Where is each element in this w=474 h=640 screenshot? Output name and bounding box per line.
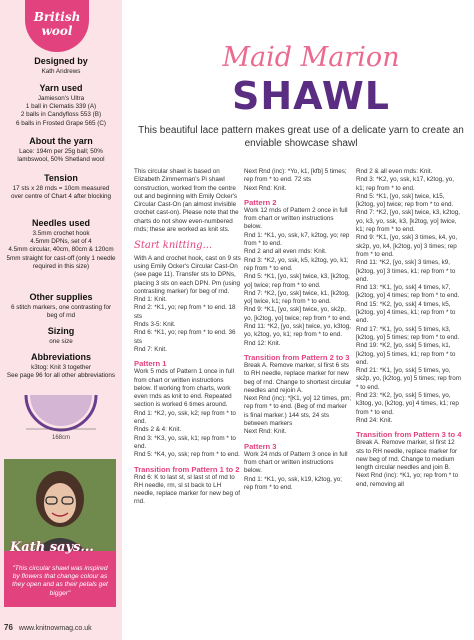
- designed-by-heading: Designed by: [34, 56, 88, 66]
- round-line: Rnd 1: Knit.: [134, 296, 167, 304]
- round-line: Rnd 11: *K2, [yo, ssk] 3 times, k9, [k2tog, yo] 3 times, k1; rep from * to end.: [356, 259, 456, 283]
- yarn-heading: Yarn used: [39, 83, 83, 93]
- tension-text: 17 sts x 28 rnds = 10cm measured over centre of Chart 4 after blocking: [10, 185, 112, 201]
- paragraph: Break A. Remove marker, sl first 12 sts to RH needle, replace marker for new beg of rnd. Change to medium length circular needles and join B.: [356, 439, 458, 472]
- yarn-about-heading: About the yarn: [29, 136, 93, 146]
- round-line: Rnd 21: *K1, [yo, ssk] 5 times, yo, sk2p, yo, [k2tog, yo] 5 times; rep from * to end.: [356, 367, 461, 391]
- round-line: Next Rnd (inc): *[K1, yo] 12 times, pm; rep from * to end. (Beg of rnd marker is final marker.) 144 sts, 24 sts between markers: [244, 395, 352, 428]
- round-line: Rnd 1: *K2, yo, ssk, k2; rep from * to end.: [134, 409, 236, 426]
- yarn-line: 2 balls in Candyfloss 553 (B): [20, 111, 102, 119]
- round-line: Rnd 15: *K2, [yo, ssk] 4 times, k5, [k2tog, yo] 4 times, k1; rep from * to end.: [356, 300, 456, 325]
- paragraph: Work 12 rnds of Pattern 2 once in full from chart or written instructions below.: [244, 206, 348, 231]
- round-line: Rnd 3: *K2, yo, ssk, k5, k2tog, yo, k1; rep from * to end.: [244, 256, 349, 272]
- yarn-about-section: [6, 136, 116, 164]
- round-line: Rnds 2 & 4: Knit.: [134, 426, 182, 434]
- supplies-heading: Other supplies: [29, 292, 93, 302]
- section-heading: Transition from Pattern 2 to 3: [244, 352, 350, 362]
- section-heading: Transition from Pattern 1 to 2: [134, 464, 240, 474]
- page-number: 76: [4, 623, 13, 632]
- round-line: Rnd 23: *K2, [yo, ssk] 5 times, yo, k3tog, yo, [k2tog, yo] 4 times, k1; rep from * to end.: [356, 392, 459, 416]
- needle-line: 4.5mm DPNs, set of 4: [30, 238, 92, 246]
- quote-text: "This circular shawl was inspired by flowers that change colour as they open and as their petals get bigger": [12, 565, 108, 597]
- designer-photo: [4, 459, 116, 551]
- section-heading: Pattern 3: [244, 441, 277, 451]
- supplies-section: [6, 292, 116, 320]
- round-line: Rnds 3-5: Knit.: [134, 321, 176, 329]
- paragraph: With A and crochet hook, cast on 9 sts using Emily Ocker's Circular Cast-On (see page 11). Transfer sts to DPNs, placing 3 sts on each DPN. Pm (using contrasting marker) for beg of rnd.: [134, 254, 241, 295]
- round-line: Rnd 5: *K1, [yo, ssk] twice, k3, [k2tog, yo] twice; rep from * to end.: [244, 273, 350, 289]
- round-line: Rnd 17: *K1, [yo, ssk] 5 times, k3, [k2tog, yo] 5 times; rep from * to end.: [356, 325, 460, 341]
- yarn-line: Jamieson's Ultra: [37, 95, 85, 102]
- section-heading: Pattern 1: [134, 359, 167, 369]
- section-heading: Pattern 2: [244, 197, 277, 207]
- paragraph: This circular shawl is based on Elizabeth Zimmerman's Pi shawl construction, worked from the centre out and beginning with Emily Ocker's Circular Cast-On (an almost invisible crochet cast-on). Please note that the charts do not show even-numbered rnds; these are worked as knit sts.: [134, 168, 239, 234]
- round-line: Next Rnd: Knit.: [244, 184, 287, 192]
- abbreviation-line: See page 96 for all other abbreviations: [6, 372, 116, 380]
- needle-line: 4.5mm circular, 40cm, 80cm & 120cm: [8, 246, 114, 254]
- start-knitting-heading: Start knitting...: [134, 240, 213, 252]
- round-line: Rnd 24: Knit.: [356, 416, 393, 424]
- yarn-line: 1 ball in Clematis 339 (A): [25, 103, 97, 111]
- round-line: Rnd 9: *K1, [yo, ssk] twice, yo, sk2p, yo, [k2tog, yo] twice; rep from * to end.: [244, 306, 352, 322]
- round-line: Rnd 11: *K2, [yo, ssk] twice, yo, k3tog, yo, k2tog, yo, k1; rep from * to end.: [244, 323, 351, 339]
- column-2: [244, 168, 352, 492]
- shawl-size-label: 168cm: [51, 435, 71, 441]
- round-line: Next Rnd (inc): *K1, yo; rep from * to end, removing all: [356, 472, 459, 488]
- title-main: SHAWL: [231, 74, 390, 118]
- british-wool-badge: British wool: [25, 0, 89, 52]
- round-line: Rnd 3: *K3, yo, ssk, k1; rep from * to end.: [134, 434, 236, 450]
- round-line: Rnd 1: *K1, yo, ssk, k19, k2tog, yo; rep from * to end.: [244, 475, 343, 491]
- tension-heading: Tension: [44, 173, 78, 183]
- column-3: [356, 168, 464, 489]
- designer-name: Kath Andrews: [41, 68, 81, 75]
- round-line: Rnd 2: *K1, yo; rep from * to end. 18 sts: [134, 304, 236, 320]
- tension-section: [6, 173, 116, 201]
- paragraph: Work 5 rnds of Pattern 1 once in full from chart or written instructions below. If working from charts, work even rnds as knit to end. Repeated section is worked 6 times around.: [134, 368, 234, 409]
- round-line: Next Rnd: Knit.: [244, 428, 287, 436]
- intro-text: This beautiful lace pattern makes great use of a delicate yarn to create an enviable showcase shawl: [138, 125, 464, 149]
- round-line: Next Rnd (inc): *Yo, k1, [kfb] 5 times; rep from * to end. 72 sts: [244, 168, 347, 184]
- round-line: Rnd 12: Knit.: [244, 339, 281, 347]
- shawl-diagram: [6, 385, 116, 455]
- designed-by-section: [6, 56, 116, 76]
- yarn-line: 6 balls in Frosted Grape 565 (C): [16, 119, 106, 127]
- needles-heading: Needles used: [31, 218, 91, 228]
- title-script: Maid Marion: [222, 42, 400, 73]
- needle-line: 3.5mm crochet hook: [32, 230, 90, 237]
- section-heading: Transition from Pattern 3 to 4: [356, 430, 462, 440]
- round-line: Rnd 7: *K2, [yo, ssk] twice, k1, [k2tog, yo] twice, k1; rep from * to end.: [244, 289, 350, 306]
- quote-box: [4, 551, 116, 607]
- round-line: Rnd 9: *K1, [yo, ssk] 3 times, k4, yo, sk2p, yo, k4, [k2tog, yo] 3 times; rep from * to end.: [356, 234, 458, 258]
- yarn-section: [6, 83, 116, 128]
- round-line: Rnd 3: *K2, yo, ssk, k17, k2tog, yo, k1; rep from * to end.: [356, 176, 455, 192]
- paragraph: Break A. Remove marker, sl first 6 sts to RH needle, replace marker for new beg of rnd. Change to shortest circular needles and rejoin A.: [244, 361, 352, 394]
- round-line: Rnd 7: Knit.: [134, 345, 167, 353]
- abbreviations-section: [6, 352, 116, 380]
- column-1: [134, 168, 242, 507]
- round-line: Rnd 1: *K1, yo, ssk, k7, k2tog, yo; rep from * to end.: [244, 231, 350, 248]
- yarn-about-text: Lace: 194m per 25g ball; 50% lambswool, 50% Shetland wool: [17, 148, 105, 164]
- round-line: Rnd 6: K to last st, sl last st of rnd to RH needle, rm, sl st back to LH needle, replace marker for new beg of rnd.: [134, 473, 241, 506]
- sizing-heading: Sizing: [47, 326, 75, 336]
- round-line: Rnd 2 & all even rnds: Knit.: [356, 168, 433, 175]
- page-footer: [4, 623, 92, 632]
- round-line: Rnd 19: *K2, [yo, ssk] 5 times, k1, [k2tog, yo] 5 times, k1; rep from * to end.: [356, 342, 456, 366]
- round-line: Rnd 6: *K1, yo; rep from * to end. 36 sts: [134, 329, 236, 345]
- supplies-text: 6 stitch markers, one contrasting for beg of rnd: [10, 304, 112, 320]
- round-line: Rnd 2 and all even rnds: Knit.: [244, 248, 327, 256]
- round-line: Rnd 7: *K2, [yo, ssk] twice, k3, k2tog, yo, k3, yo, ssk, k3, [k2tog, yo] twice, k1; rep from * to end.: [356, 209, 460, 234]
- round-line: Rnd 13: *K1, [yo, ssk] 4 times, k7, [k2tog, yo] 4 times; rep from * to end.: [356, 284, 460, 300]
- needle-line: 5mm straight for cast-off (only 1 needle required in this size): [6, 254, 116, 270]
- round-line: Rnd 5: *K1, [yo, ssk] twice, k15, [k2tog, yo] twice; rep from * to end.: [356, 192, 454, 209]
- footer-url: www.knitnowmag.co.uk: [18, 625, 92, 632]
- abbreviations-heading: Abbreviations: [30, 352, 91, 362]
- paragraph: Work 24 rnds of Pattern 3 once in full from chart or written instructions below.: [244, 450, 348, 475]
- round-line: Rnd 5: *K4, yo, ssk; rep from * to end.: [134, 451, 240, 459]
- abbreviation-line: k3tog: Knit 3 together: [31, 364, 91, 371]
- sizing-section: [6, 326, 116, 346]
- sizing-text: one size: [49, 338, 73, 345]
- quote-heading: Kath says...: [10, 540, 94, 555]
- needles-section: [6, 218, 116, 271]
